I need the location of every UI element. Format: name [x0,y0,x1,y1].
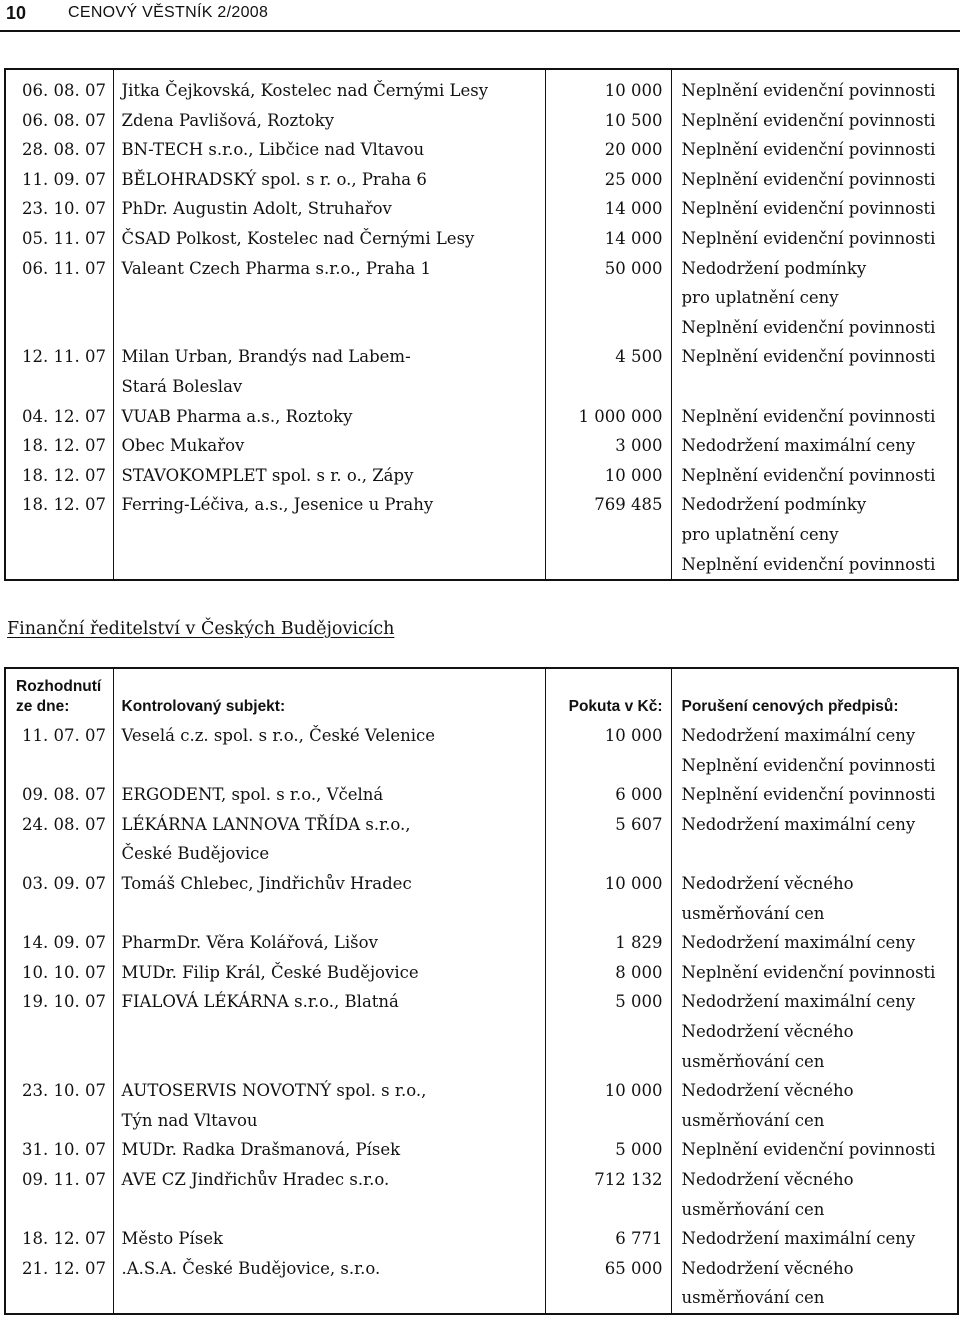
table-row [5,1254,958,1314]
subject-line: .A.S.A. České Budějovice, s.r.o. [121,1258,381,1278]
violation-line: Neplnění evidenční povinnosti [681,785,936,805]
fine-amount: 6 000 [545,780,671,810]
inspected-subject [113,810,545,869]
decision-date: 12. 11. 07 [22,347,106,367]
violation-line: Neplnění evidenční povinnosti [681,140,936,160]
table-row [5,165,958,195]
subject-line: Valeant Czech Pharma s.r.o., Praha 1 [121,258,431,278]
table-row [5,987,958,1076]
violation [671,135,958,165]
fine-amount: 10 500 [545,106,671,136]
violation-line: Nedodržení věcného [681,1169,854,1189]
violation [671,1254,958,1314]
inspected-subject [113,342,545,401]
decision-date: 21. 12. 07 [22,1258,106,1278]
violation [671,165,958,195]
table-row [5,1165,958,1224]
subject-line: Obec Mukařov [121,436,245,456]
violation-line: Nedodržení maximální ceny [681,1229,916,1249]
fine-amount: 20 000 [545,135,671,165]
fine-amount: 50 000 [545,254,671,343]
violation-line: usměrňování cen [681,1199,825,1219]
subject-line: Město Písek [121,1229,224,1249]
violation-line: Nedodržení maximální ceny [681,992,916,1012]
fine-amount: 712 132 [545,1165,671,1224]
table-row [5,780,958,810]
violation-line: Nedodržení maximální ceny [681,726,916,745]
subject-line: Stará Boleslav [121,376,243,396]
page-header [0,0,960,34]
subject-line: STAVOKOMPLET spol. s r. o., Zápy [121,465,414,485]
violation-line: usměrňování cen [681,1288,825,1308]
fine-amount: 769 485 [545,490,671,580]
fine-amount: 10 000 [545,721,671,780]
decision-date: 19. 10. 07 [22,992,106,1012]
violation-line: pro uplatnění ceny [681,524,839,544]
violation-line: Neplnění evidenční povinnosti [681,81,936,100]
subject-line: BN-TECH s.r.o., Libčice nad Vltavou [121,140,425,160]
decision-date: 06. 11. 07 [22,258,106,278]
violation [671,224,958,254]
table-row [5,869,958,928]
decision-date: 18. 12. 07 [22,465,106,485]
inspected-subject [113,1135,545,1165]
inspected-subject [113,194,545,224]
inspected-subject [113,1254,545,1314]
decision-date: 11. 09. 07 [22,169,106,189]
decision-date: 10. 10. 07 [22,962,106,982]
violation [671,490,958,580]
subject-line: BĚLOHRADSKÝ spol. s r. o., Praha 6 [121,169,427,189]
subject-line: ERGODENT, spol. s r.o., Včelná [121,785,384,805]
fine-amount: 5 607 [545,810,671,869]
decision-date: 09. 08. 07 [22,785,106,805]
fine-amount: 25 000 [545,165,671,195]
decision-date: 31. 10. 07 [22,1140,106,1160]
fine-amount: 8 000 [545,958,671,988]
decision-date: 28. 08. 07 [22,140,106,160]
fine-amount: 14 000 [545,194,671,224]
table-row [5,254,958,343]
subject-line: FIALOVÁ LÉKÁRNA s.r.o., Blatná [121,992,399,1012]
table-row [5,1076,958,1135]
violation [671,869,958,928]
table-row [5,69,958,106]
decision-date: 14. 09. 07 [22,933,106,953]
decision-date: 24. 08. 07 [22,814,106,834]
violation-line: Neplnění evidenční povinnosti [681,406,936,426]
subject-line: AUTOSERVIS NOVOTNÝ spol. s r.o., [121,1081,427,1101]
violation-line: Neplnění evidenční povinnosti [681,169,936,189]
violation [671,431,958,461]
subject-line: Veselá c.z. spol. s r.o., České Velenice [121,726,436,745]
header-rule [0,30,960,32]
violation [671,254,958,343]
violation-line: Neplnění evidenční povinnosti [681,1140,936,1160]
fine-amount: 10 000 [545,1076,671,1135]
fines-table-1 [4,68,959,581]
table-row [5,810,958,869]
decision-date: 18. 12. 07 [22,1229,106,1249]
inspected-subject [113,402,545,432]
subject-line: Milan Urban, Brandýs nad Labem- [121,347,411,367]
subject-line: MUDr. Filip Král, České Budějovice [121,962,419,982]
violation [671,721,958,780]
table-row [5,194,958,224]
violation-line: Neplnění evidenční povinnosti [681,962,936,982]
table-row [5,224,958,254]
violation-line: Nedodržení maximální ceny [681,933,916,953]
header-violation: Porušení cenových předpisů: [671,668,958,721]
violation [671,810,958,869]
inspected-subject [113,869,545,928]
fine-amount: 5 000 [545,1135,671,1165]
subject-line: LÉKÁRNA LANNOVA TŘÍDA s.r.o., [121,814,411,834]
subject-line: Tomáš Chlebec, Jindřichův Hradec [121,873,412,893]
violation-line: usměrňování cen [681,903,825,923]
violation-line: Neplnění evidenční povinnosti [681,755,936,775]
subject-line: Zdena Pavlišová, Roztoky [121,110,335,130]
violation-line: Neplnění evidenční povinnosti [681,554,936,574]
inspected-subject [113,928,545,958]
fine-amount: 5 000 [545,987,671,1076]
header-date-line: Rozhodnutí [16,678,102,695]
table-row [5,431,958,461]
violation [671,1165,958,1224]
header-decision-date [5,668,113,721]
journal-title: CENOVÝ VĚSTNÍK 2/2008 [68,4,269,21]
violation-line: Nedodržení věcného [681,1081,854,1101]
violation-line: Nedodržení podmínky [681,258,867,278]
violation-line: Nedodržení věcného [681,873,854,893]
violation [671,402,958,432]
decision-date: 11. 07. 07 [22,726,106,745]
fines-table-2-body [5,721,958,1314]
table-row [5,342,958,401]
inspected-subject [113,780,545,810]
violation [671,780,958,810]
fines-table-1-body [5,69,958,580]
decision-date: 05. 11. 07 [22,228,106,248]
violation-line: Neplnění evidenční povinnosti [681,347,936,367]
section-title: Finanční ředitelství v Českých Budějovicích [7,619,395,639]
fine-amount: 3 000 [545,431,671,461]
decision-date: 23. 10. 07 [22,1081,106,1101]
subject-line: MUDr. Radka Drašmanová, Písek [121,1140,401,1160]
subject-line: ČSAD Polkost, Kostelec nad Černými Lesy [121,228,475,248]
table-row [5,1224,958,1254]
violation-line: Neplnění evidenční povinnosti [681,317,936,337]
violation-line: Nedodržení podmínky [681,495,867,515]
inspected-subject [113,69,545,106]
fine-amount: 10 000 [545,69,671,106]
decision-date: 23. 10. 07 [22,199,106,219]
violation [671,69,958,106]
table-header-row [5,668,958,721]
subject-line: Týn nad Vltavou [121,1110,258,1130]
inspected-subject [113,165,545,195]
violation-line: Neplnění evidenční povinnosti [681,465,936,485]
subject-line: VUAB Pharma a.s., Roztoky [121,406,353,426]
violation [671,928,958,958]
fine-amount: 1 000 000 [545,402,671,432]
violation-line: Neplnění evidenční povinnosti [681,228,936,248]
fine-amount: 10 000 [545,869,671,928]
violation-line: Nedodržení maximální ceny [681,436,916,456]
inspected-subject [113,224,545,254]
table-row [5,402,958,432]
violation [671,461,958,491]
table-row [5,721,958,780]
header-subject: Kontrolovaný subjekt: [113,668,545,721]
decision-date: 09. 11. 07 [22,1169,106,1189]
violation-line: Nedodržení věcného [681,1258,854,1278]
inspected-subject [113,106,545,136]
fine-amount: 1 829 [545,928,671,958]
fine-amount: 65 000 [545,1254,671,1314]
violation-line: Neplnění evidenční povinnosti [681,110,936,130]
table-row [5,461,958,491]
inspected-subject [113,431,545,461]
inspected-subject [113,135,545,165]
violation [671,1076,958,1135]
violation [671,194,958,224]
violation-line: usměrňování cen [681,1110,825,1130]
inspected-subject [113,721,545,780]
violation-line: pro uplatnění ceny [681,288,839,308]
fine-amount: 6 771 [545,1224,671,1254]
inspected-subject [113,254,545,343]
violation [671,342,958,401]
inspected-subject [113,490,545,580]
subject-line: PhDr. Augustin Adolt, Struhařov [121,199,392,219]
violation [671,1224,958,1254]
violation [671,987,958,1076]
subject-line: Jitka Čejkovská, Kostelec nad Černými Lesy [121,81,489,100]
fines-table-2 [4,667,959,1315]
subject-line: Ferring-Léčiva, a.s., Jesenice u Prahy [121,495,434,515]
inspected-subject [113,1165,545,1224]
table-row [5,1135,958,1165]
header-fine: Pokuta v Kč: [545,668,671,721]
subject-line: PharmDr. Věra Kolářová, Lišov [121,933,378,953]
fine-amount: 10 000 [545,461,671,491]
violation [671,958,958,988]
decision-date: 06. 08. 07 [22,81,106,100]
inspected-subject [113,461,545,491]
header-date-line: ze dne: [16,698,70,715]
violation-line: Nedodržení maximální ceny [681,814,916,834]
decision-date: 18. 12. 07 [22,436,106,456]
violation [671,106,958,136]
violation-line: Neplnění evidenční povinnosti [681,199,936,219]
decision-date: 06. 08. 07 [22,110,106,130]
inspected-subject [113,987,545,1076]
violation [671,1135,958,1165]
table-row [5,135,958,165]
table-row [5,106,958,136]
subject-line: AVE CZ Jindřichův Hradec s.r.o. [121,1169,390,1189]
table-row [5,958,958,988]
violation-line: usměrňování cen [681,1051,825,1071]
table-row [5,928,958,958]
page-number: 10 [6,3,27,23]
decision-date: 04. 12. 07 [22,406,106,426]
inspected-subject [113,1224,545,1254]
decision-date: 03. 09. 07 [22,873,106,893]
inspected-subject [113,1076,545,1135]
table-row [5,490,958,580]
subject-line: České Budějovice [121,844,270,864]
inspected-subject [113,958,545,988]
fine-amount: 14 000 [545,224,671,254]
decision-date: 18. 12. 07 [22,495,106,515]
fine-amount: 4 500 [545,342,671,401]
violation-line: Nedodržení věcného [681,1021,854,1041]
